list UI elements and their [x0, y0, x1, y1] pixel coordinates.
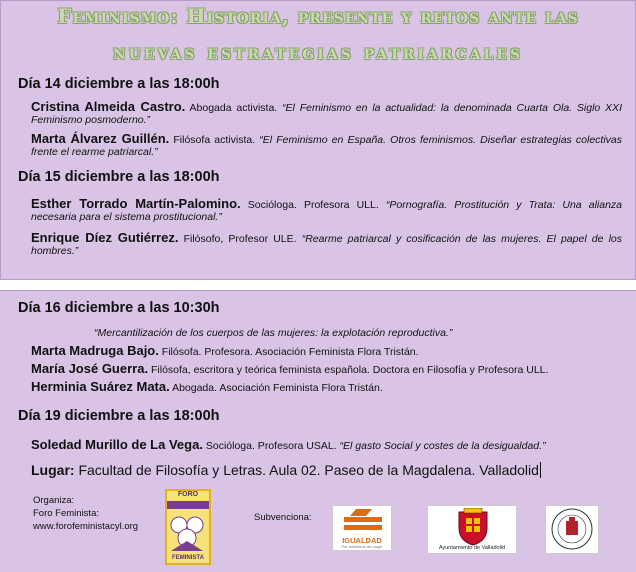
- organizer-block: [33, 494, 138, 533]
- speaker-role: Filósofa activista.: [173, 134, 256, 146]
- talk-title: “El gasto Social y costes de la desigualdad.”: [339, 440, 546, 452]
- day-heading: Día 14 diciembre a las 18:00h: [18, 76, 220, 92]
- poster-title-line-1: Feminismo: Historia, presente y retos ante las: [57, 4, 579, 28]
- speaker-name: María José Guerra.: [31, 361, 149, 376]
- speaker-entry: [31, 101, 622, 126]
- ayuntamiento-text: Ayuntamiento de Valladolid: [438, 545, 506, 551]
- text-cursor: [540, 462, 541, 478]
- speaker-role: Filósofo, Profesor ULE.: [183, 233, 297, 245]
- university-seal-logo: [545, 505, 599, 554]
- speaker-entry: [31, 343, 419, 358]
- ayuntamiento-valladolid-logo: [427, 505, 517, 554]
- speaker-name: Cristina Almeida Castro.: [31, 99, 186, 114]
- talk-title: “Mercantilización de los cuerpos de las mujeres: la explotación reproductiva.”: [94, 327, 453, 339]
- hands-icon: [167, 511, 209, 555]
- speaker-name: Marta Madruga Bajo.: [31, 343, 159, 358]
- talk-title: “El Feminismo en la actualidad: la denominada Cuarta Ola. Siglo XXI Feminismo posmoderno.”: [31, 102, 622, 126]
- talk-title: “Pornografía. Prostitución y Trata: Una alianza necesaria para el sistema prostitucional.”: [31, 199, 623, 223]
- speaker-entry: [31, 361, 548, 376]
- speaker-role: Socióloga. Profesora ULL.: [247, 199, 379, 211]
- speaker-role: Abogada activista.: [189, 102, 278, 114]
- speaker-entry: [31, 133, 622, 158]
- venue: [31, 462, 541, 478]
- poster-title-line-2: nuevas estrategias patriarcales: [112, 40, 524, 64]
- logo-band: [167, 501, 209, 509]
- foro-logo-bottom-text: FEMINISTA: [172, 555, 204, 561]
- organizer-label: Organiza:: [33, 495, 75, 506]
- speaker-role: Filósofa. Profesora. Asociación Feminista Flora Tristán.: [161, 346, 419, 358]
- speaker-role: Socióloga. Profesora USAL.: [205, 440, 337, 452]
- university-seal-icon: [546, 506, 598, 553]
- organizer-url: www.forofeministacyl.org: [33, 521, 139, 532]
- speaker-entry: [31, 379, 383, 394]
- day-heading: Día 15 diciembre a las 18:00h: [18, 169, 220, 185]
- igualdad-text: IGUALDAD: [342, 536, 382, 545]
- day-heading: Día 19 diciembre a las 18:00h: [18, 408, 220, 424]
- venue-value: Facultad de Filosofía y Letras. Aula 02. Paseo de la Magdalena. Valladolid: [78, 462, 539, 478]
- igualdad-mark-icon: [334, 509, 392, 535]
- foro-feminista-logo: [165, 489, 211, 565]
- venue-label: Lugar:: [31, 462, 75, 478]
- talk-title: “Rearme patriarcal y cosificación de las mujeres. El papel de los hombres.”: [31, 233, 623, 257]
- speaker-entry: [31, 232, 622, 257]
- speaker-name: Enrique Díez Gutiérrez.: [31, 230, 179, 245]
- day-heading: Día 16 diciembre a las 10:30h: [18, 300, 220, 316]
- speaker-entry: [31, 437, 546, 452]
- speaker-role: Filósofa, escritora y teórica feminista española. Doctora en Filosofía y Profesora ULL.: [150, 364, 549, 376]
- igualdad-subtext: Por ministerio de mujer: [341, 544, 383, 549]
- igualdad-logo: [332, 505, 392, 551]
- speaker-entry: [31, 198, 622, 223]
- talk-title: “El Feminismo en España. Otros feminismos. Diseñar estrategias colectivas frente el rearme patriarcal.”: [31, 134, 623, 158]
- foro-logo-top-text: FORO: [177, 491, 199, 498]
- speaker-name: Soledad Murillo de La Vega.: [31, 437, 203, 452]
- sponsor-label: Subvenciona:: [254, 512, 312, 523]
- speaker-name: Marta Álvarez Guillén.: [31, 131, 170, 146]
- speaker-name: Esther Torrado Martín-Palomino.: [31, 196, 241, 211]
- speaker-name: Herminia Suárez Mata.: [31, 379, 170, 394]
- speaker-role: Abogada. Asociación Feminista Flora Tristán.: [172, 382, 383, 394]
- organizer-name: Foro Feminista:: [33, 508, 99, 519]
- coat-of-arms-icon: [456, 508, 490, 546]
